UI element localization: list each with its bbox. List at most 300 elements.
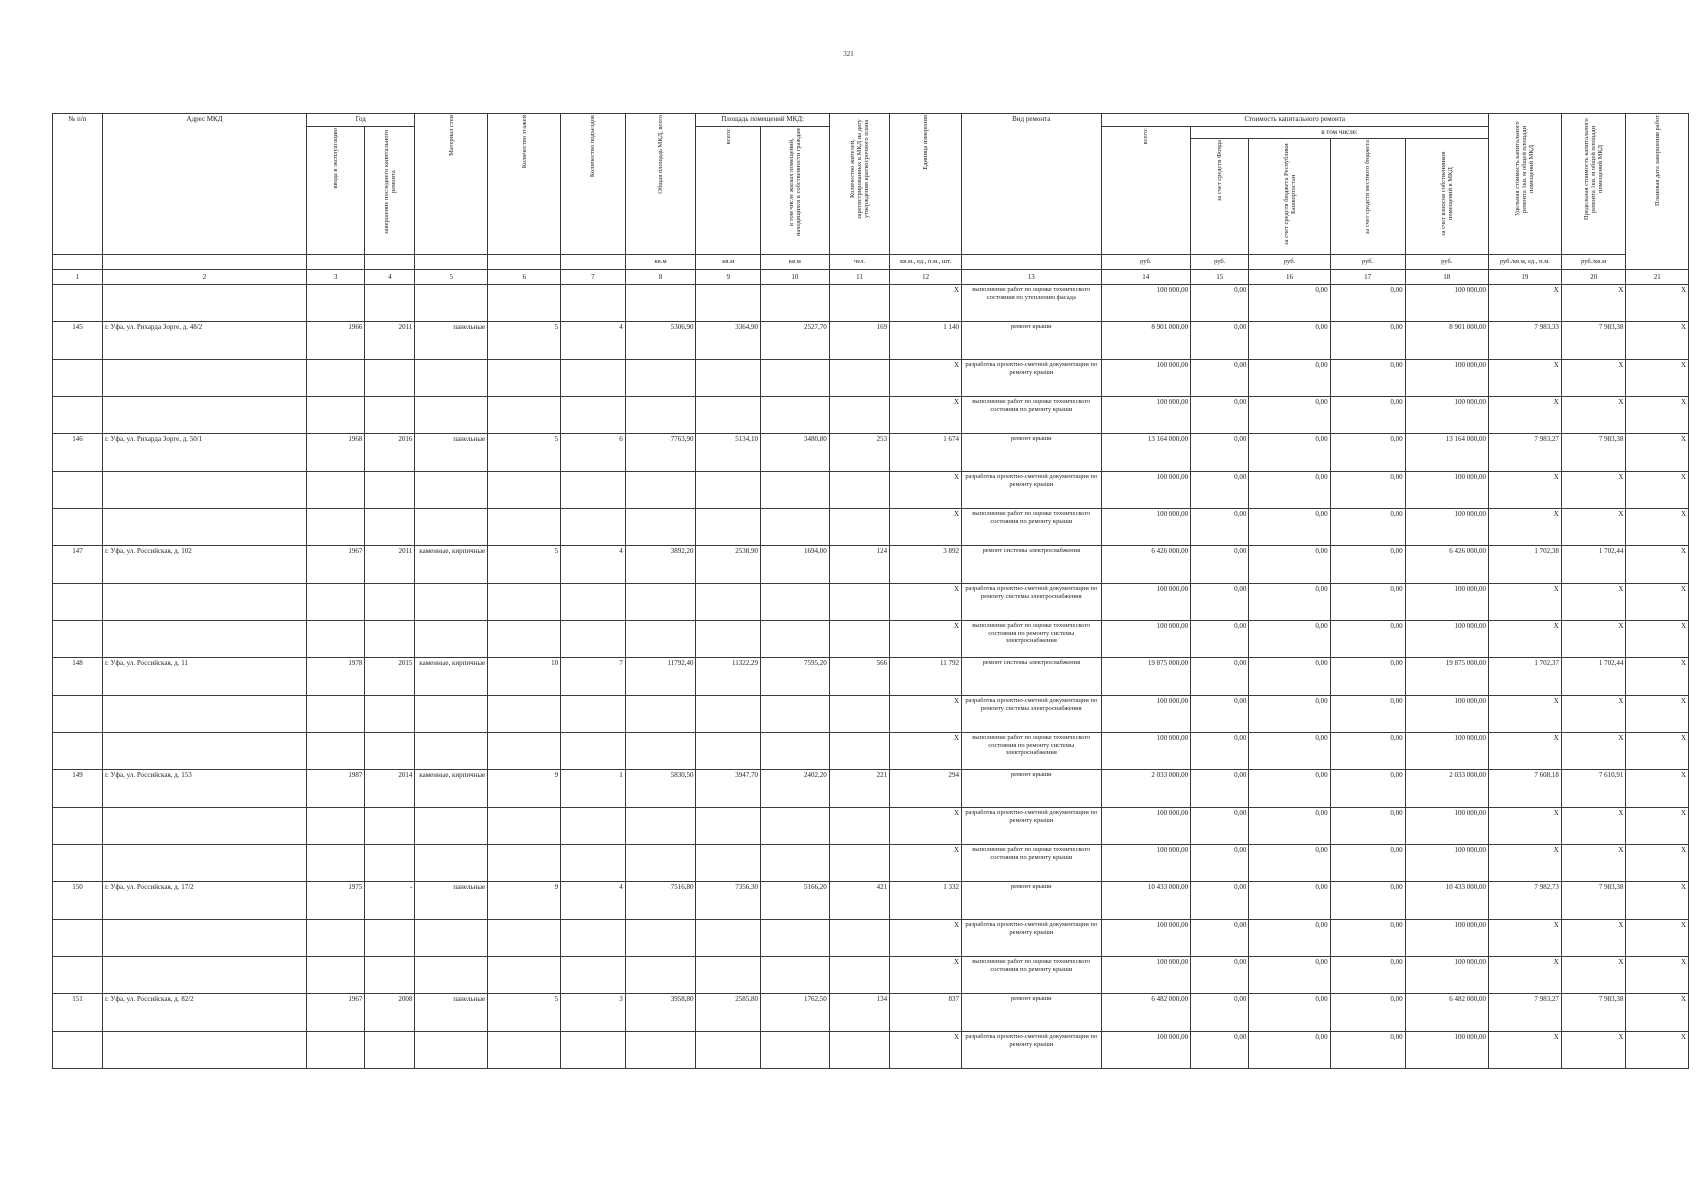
work-type-cell: ремонт крыши xyxy=(962,770,1102,808)
volume-cell: X xyxy=(890,845,962,882)
volume-cell: X xyxy=(890,472,962,509)
year-repair-cell xyxy=(365,957,415,994)
wall-material-cell xyxy=(415,696,488,733)
cost-total-cell: 8 901 000,00 xyxy=(1101,322,1191,360)
column-number: 1 xyxy=(53,270,103,285)
max-cost-cell: 7 983,38 xyxy=(1561,882,1626,920)
cost-republic-cell: 0,00 xyxy=(1249,845,1330,882)
year-repair-cell: 2015 xyxy=(365,658,415,696)
cost-republic-cell: 0,00 xyxy=(1249,1032,1330,1069)
table-row xyxy=(53,546,1689,584)
unit-cost-cell: X xyxy=(1488,1032,1561,1069)
cost-fund-cell: 0,00 xyxy=(1191,882,1249,920)
volume-cell: 3 892 xyxy=(890,546,962,584)
year-repair-cell xyxy=(365,509,415,546)
cost-owners-cell: 6 482 000,00 xyxy=(1405,994,1488,1032)
header-unit: Единица измерения xyxy=(890,114,962,255)
column-number: 13 xyxy=(962,270,1102,285)
floors-cell: 9 xyxy=(488,770,561,808)
table-row xyxy=(53,733,1689,770)
header-planned-date: Плановая дата завершения работ xyxy=(1626,114,1689,270)
work-type-cell: выполнение работ по оценке технического состояния по ремонту системы электроснабжения xyxy=(962,733,1102,770)
volume-cell: 294 xyxy=(890,770,962,808)
year-repair-cell xyxy=(365,808,415,845)
unit-cell: кв.м xyxy=(625,255,696,270)
residents-cell xyxy=(829,509,889,546)
cost-local-cell: 0,00 xyxy=(1330,733,1405,770)
table-row xyxy=(53,472,1689,509)
planned-date-cell: X xyxy=(1626,658,1689,696)
work-type-cell: ремонт крыши xyxy=(962,882,1102,920)
floors-cell xyxy=(488,957,561,994)
wall-material-cell: каменные, кирпичные xyxy=(415,770,488,808)
planned-date-cell: X xyxy=(1626,434,1689,472)
residents-cell: 221 xyxy=(829,770,889,808)
year-commission-cell: 1967 xyxy=(307,546,365,584)
work-type-cell: разработка проектно-сметной документации по ремонту крыши xyxy=(962,808,1102,845)
column-number: 9 xyxy=(696,270,761,285)
total-area-cell: 7763,90 xyxy=(625,434,696,472)
cost-fund-cell: 0,00 xyxy=(1191,696,1249,733)
row-number xyxy=(53,584,103,621)
cost-fund-cell: 0,00 xyxy=(1191,658,1249,696)
cost-local-cell: 0,00 xyxy=(1330,397,1405,434)
max-cost-cell: 1 702,44 xyxy=(1561,658,1626,696)
volume-cell: 1 332 xyxy=(890,882,962,920)
cost-total-cell: 100 000,00 xyxy=(1101,509,1191,546)
premises-total-cell xyxy=(696,733,761,770)
max-cost-cell: X xyxy=(1561,808,1626,845)
floors-cell xyxy=(488,920,561,957)
cost-republic-cell: 0,00 xyxy=(1249,658,1330,696)
wall-material-cell: панельные xyxy=(415,434,488,472)
premises-owned-cell: 2527,70 xyxy=(761,322,830,360)
premises-owned-cell xyxy=(761,584,830,621)
year-repair-cell: 2016 xyxy=(365,434,415,472)
wall-material-cell xyxy=(415,285,488,322)
residents-cell xyxy=(829,360,889,397)
cost-total-cell: 19 875 000,00 xyxy=(1101,658,1191,696)
year-commission-cell: 1975 xyxy=(307,882,365,920)
cost-owners-cell: 100 000,00 xyxy=(1405,733,1488,770)
max-cost-cell: 7 983,38 xyxy=(1561,434,1626,472)
wall-material-cell: панельные xyxy=(415,322,488,360)
floors-cell: 10 xyxy=(488,658,561,696)
year-repair-cell: 2011 xyxy=(365,546,415,584)
premises-total-cell xyxy=(696,845,761,882)
column-number: 20 xyxy=(1561,270,1626,285)
table-row xyxy=(53,621,1689,658)
wall-material-cell xyxy=(415,621,488,658)
header-premises-owned: в том числе жилых помещений, находящихся в собственности граждан xyxy=(761,127,830,255)
cost-total-cell: 100 000,00 xyxy=(1101,621,1191,658)
floors-cell xyxy=(488,509,561,546)
premises-total-cell xyxy=(696,360,761,397)
cost-owners-cell: 2 033 000,00 xyxy=(1405,770,1488,808)
year-repair-cell xyxy=(365,360,415,397)
premises-owned-cell xyxy=(761,621,830,658)
premises-owned-cell xyxy=(761,733,830,770)
planned-date-cell: X xyxy=(1626,285,1689,322)
column-number: 14 xyxy=(1101,270,1191,285)
premises-total-cell: 2538,90 xyxy=(696,546,761,584)
table-row xyxy=(53,1032,1689,1069)
premises-owned-cell: 1694,00 xyxy=(761,546,830,584)
floors-cell xyxy=(488,397,561,434)
address-cell: г. Уфа, ул. Российская, д. 82/2 xyxy=(102,994,306,1032)
planned-date-cell: X xyxy=(1626,733,1689,770)
cost-local-cell: 0,00 xyxy=(1330,509,1405,546)
work-type-cell: ремонт системы электроснабжения xyxy=(962,658,1102,696)
planned-date-cell: X xyxy=(1626,1032,1689,1069)
work-type-cell: разработка проектно-сметной документации по ремонту крыши xyxy=(962,1032,1102,1069)
cost-republic-cell: 0,00 xyxy=(1249,920,1330,957)
table-row xyxy=(53,882,1689,920)
premises-owned-cell xyxy=(761,509,830,546)
unit-cell: руб. xyxy=(1191,255,1249,270)
premises-owned-cell xyxy=(761,397,830,434)
planned-date-cell: X xyxy=(1626,360,1689,397)
premises-owned-cell: 2402,20 xyxy=(761,770,830,808)
floors-cell xyxy=(488,733,561,770)
year-commission-cell xyxy=(307,1032,365,1069)
cost-republic-cell: 0,00 xyxy=(1249,509,1330,546)
table-row xyxy=(53,397,1689,434)
max-cost-cell: X xyxy=(1561,1032,1626,1069)
unit-cell: руб./кв.м, ед., п.м. xyxy=(1488,255,1561,270)
cost-total-cell: 100 000,00 xyxy=(1101,808,1191,845)
wall-material-cell: панельные xyxy=(415,994,488,1032)
cost-total-cell: 100 000,00 xyxy=(1101,733,1191,770)
total-area-cell xyxy=(625,285,696,322)
header-premises-total: всего: xyxy=(696,127,761,255)
residents-cell: 421 xyxy=(829,882,889,920)
cost-fund-cell: 0,00 xyxy=(1191,957,1249,994)
cost-owners-cell: 8 901 000,00 xyxy=(1405,322,1488,360)
premises-total-cell: 11322,29 xyxy=(696,658,761,696)
premises-total-cell: 7356,30 xyxy=(696,882,761,920)
unit-cell: кв.м., ед., п.м., шт. xyxy=(890,255,962,270)
year-commission-cell xyxy=(307,509,365,546)
cost-local-cell: 0,00 xyxy=(1330,546,1405,584)
planned-date-cell: X xyxy=(1626,584,1689,621)
planned-date-cell: X xyxy=(1626,546,1689,584)
year-commission-cell xyxy=(307,621,365,658)
premises-owned-cell xyxy=(761,360,830,397)
max-cost-cell: X xyxy=(1561,845,1626,882)
total-area-cell: 11792,40 xyxy=(625,658,696,696)
year-commission-cell xyxy=(307,360,365,397)
cost-local-cell: 0,00 xyxy=(1330,994,1405,1032)
units-row xyxy=(53,255,1689,270)
header-total-area: Общая площадь МКД, всего xyxy=(625,114,696,255)
cost-owners-cell: 10 433 000,00 xyxy=(1405,882,1488,920)
volume-cell: X xyxy=(890,957,962,994)
cost-fund-cell: 0,00 xyxy=(1191,397,1249,434)
year-repair-cell xyxy=(365,584,415,621)
entrances-cell xyxy=(561,957,626,994)
unit-cost-cell: 7 982,73 xyxy=(1488,882,1561,920)
row-number xyxy=(53,285,103,322)
cost-republic-cell: 0,00 xyxy=(1249,621,1330,658)
address-cell xyxy=(102,397,306,434)
residents-cell xyxy=(829,845,889,882)
planned-date-cell: X xyxy=(1626,696,1689,733)
volume-cell: X xyxy=(890,621,962,658)
year-commission-cell xyxy=(307,920,365,957)
year-repair-cell xyxy=(365,397,415,434)
total-area-cell xyxy=(625,920,696,957)
cost-republic-cell: 0,00 xyxy=(1249,322,1330,360)
planned-date-cell: X xyxy=(1626,509,1689,546)
premises-total-cell xyxy=(696,957,761,994)
premises-owned-cell xyxy=(761,845,830,882)
premises-total-cell xyxy=(696,285,761,322)
cost-owners-cell: 100 000,00 xyxy=(1405,957,1488,994)
column-number: 19 xyxy=(1488,270,1561,285)
cost-owners-cell: 6 426 000,00 xyxy=(1405,546,1488,584)
volume-cell: X xyxy=(890,285,962,322)
cost-fund-cell: 0,00 xyxy=(1191,322,1249,360)
planned-date-cell: X xyxy=(1626,472,1689,509)
total-area-cell xyxy=(625,845,696,882)
year-commission-cell xyxy=(307,733,365,770)
cost-fund-cell: 0,00 xyxy=(1191,770,1249,808)
cost-total-cell: 100 000,00 xyxy=(1101,397,1191,434)
premises-total-cell: 2585,80 xyxy=(696,994,761,1032)
entrances-cell: 1 xyxy=(561,770,626,808)
year-commission-cell: 1966 xyxy=(307,322,365,360)
floors-cell xyxy=(488,1032,561,1069)
total-area-cell xyxy=(625,360,696,397)
year-repair-cell xyxy=(365,920,415,957)
header-cost-total: всего: xyxy=(1101,127,1191,255)
unit-cost-cell: X xyxy=(1488,397,1561,434)
wall-material-cell xyxy=(415,845,488,882)
header-year-group: Год xyxy=(307,114,415,127)
year-repair-cell xyxy=(365,621,415,658)
header-year-commission: ввода в эксплуатацию xyxy=(307,127,365,255)
header-no: № п/п xyxy=(53,114,103,255)
column-number: 7 xyxy=(561,270,626,285)
max-cost-cell: 7 610,91 xyxy=(1561,770,1626,808)
cost-owners-cell: 100 000,00 xyxy=(1405,472,1488,509)
max-cost-cell: X xyxy=(1561,285,1626,322)
cost-owners-cell: 19 875 000,00 xyxy=(1405,658,1488,696)
header-cost-owners: за счет взносов собственников помещений в МКД xyxy=(1405,139,1488,255)
address-cell xyxy=(102,584,306,621)
address-cell xyxy=(102,957,306,994)
residents-cell xyxy=(829,397,889,434)
unit-cost-cell: X xyxy=(1488,509,1561,546)
residents-cell: 253 xyxy=(829,434,889,472)
residents-cell xyxy=(829,472,889,509)
table-row xyxy=(53,845,1689,882)
volume-cell: X xyxy=(890,696,962,733)
cost-owners-cell: 13 164 000,00 xyxy=(1405,434,1488,472)
row-number: 151 xyxy=(53,994,103,1032)
premises-owned-cell xyxy=(761,1032,830,1069)
volume-cell: X xyxy=(890,397,962,434)
wall-material-cell: каменные, кирпичные xyxy=(415,546,488,584)
residents-cell xyxy=(829,621,889,658)
table-row xyxy=(53,360,1689,397)
premises-owned-cell xyxy=(761,285,830,322)
column-number: 5 xyxy=(415,270,488,285)
header-floors: Количество этажей xyxy=(488,114,561,255)
address-cell xyxy=(102,472,306,509)
row-number: 148 xyxy=(53,658,103,696)
cost-total-cell: 100 000,00 xyxy=(1101,285,1191,322)
unit-cell: чел. xyxy=(829,255,889,270)
unit-cost-cell: X xyxy=(1488,285,1561,322)
total-area-cell xyxy=(625,696,696,733)
premises-owned-cell xyxy=(761,957,830,994)
premises-owned-cell: 1762,50 xyxy=(761,994,830,1032)
unit-cost-cell: 7 608,18 xyxy=(1488,770,1561,808)
wall-material-cell xyxy=(415,808,488,845)
cost-local-cell: 0,00 xyxy=(1330,360,1405,397)
unit-cost-cell: 7 983,27 xyxy=(1488,434,1561,472)
cost-fund-cell: 0,00 xyxy=(1191,434,1249,472)
floors-cell: 5 xyxy=(488,994,561,1032)
residents-cell: 566 xyxy=(829,658,889,696)
total-area-cell: 7516,80 xyxy=(625,882,696,920)
column-number: 12 xyxy=(890,270,962,285)
row-number xyxy=(53,845,103,882)
cost-total-cell: 100 000,00 xyxy=(1101,920,1191,957)
cost-local-cell: 0,00 xyxy=(1330,1032,1405,1069)
cost-fund-cell: 0,00 xyxy=(1191,920,1249,957)
cost-local-cell: 0,00 xyxy=(1330,285,1405,322)
header-unit-cost: Удельная стоимость капитального ремонта 1кв. м общей площади помещений МКД xyxy=(1488,114,1561,255)
address-cell: г. Уфа, ул. Российская, д. 102 xyxy=(102,546,306,584)
cost-local-cell: 0,00 xyxy=(1330,434,1405,472)
wall-material-cell xyxy=(415,1032,488,1069)
work-type-cell: ремонт системы электроснабжения xyxy=(962,546,1102,584)
residents-cell xyxy=(829,808,889,845)
row-number xyxy=(53,696,103,733)
wall-material-cell xyxy=(415,472,488,509)
floors-cell xyxy=(488,621,561,658)
year-commission-cell xyxy=(307,845,365,882)
total-area-cell: 3892,20 xyxy=(625,546,696,584)
column-number-row xyxy=(53,270,1689,285)
cost-local-cell: 0,00 xyxy=(1330,322,1405,360)
year-commission-cell xyxy=(307,584,365,621)
premises-total-cell xyxy=(696,808,761,845)
premises-total-cell xyxy=(696,584,761,621)
entrances-cell: 3 xyxy=(561,994,626,1032)
cost-total-cell: 6 426 000,00 xyxy=(1101,546,1191,584)
entrances-cell xyxy=(561,360,626,397)
table-row xyxy=(53,584,1689,621)
unit-cost-cell: X xyxy=(1488,472,1561,509)
table-row xyxy=(53,696,1689,733)
residents-cell xyxy=(829,584,889,621)
page-number: 321 xyxy=(843,50,854,58)
work-type-cell: разработка проектно-сметной документации по ремонту системы электроснабжения xyxy=(962,696,1102,733)
wall-material-cell xyxy=(415,957,488,994)
work-type-cell: ремонт крыши xyxy=(962,994,1102,1032)
cost-local-cell: 0,00 xyxy=(1330,920,1405,957)
row-number xyxy=(53,397,103,434)
max-cost-cell: X xyxy=(1561,733,1626,770)
address-cell xyxy=(102,845,306,882)
cost-republic-cell: 0,00 xyxy=(1249,770,1330,808)
year-repair-cell: - xyxy=(365,882,415,920)
unit-cost-cell: X xyxy=(1488,360,1561,397)
work-type-cell: выполнение работ по оценке технического состояния по ремонту крыши xyxy=(962,957,1102,994)
wall-material-cell xyxy=(415,509,488,546)
volume-cell: X xyxy=(890,733,962,770)
total-area-cell xyxy=(625,733,696,770)
planned-date-cell: X xyxy=(1626,770,1689,808)
unit-cost-cell: X xyxy=(1488,696,1561,733)
volume-cell: 1 140 xyxy=(890,322,962,360)
floors-cell: 5 xyxy=(488,322,561,360)
cost-total-cell: 6 482 000,00 xyxy=(1101,994,1191,1032)
cost-local-cell: 0,00 xyxy=(1330,845,1405,882)
cost-local-cell: 0,00 xyxy=(1330,696,1405,733)
entrances-cell xyxy=(561,621,626,658)
row-number xyxy=(53,957,103,994)
total-area-cell xyxy=(625,957,696,994)
entrances-cell xyxy=(561,1032,626,1069)
column-number: 16 xyxy=(1249,270,1330,285)
cost-total-cell: 100 000,00 xyxy=(1101,472,1191,509)
table-header xyxy=(53,114,1689,285)
max-cost-cell: 7 983,38 xyxy=(1561,994,1626,1032)
total-area-cell: 5306,90 xyxy=(625,322,696,360)
work-type-cell: выполнение работ по оценке технического состояния по ремонту системы электроснабжения xyxy=(962,621,1102,658)
volume-cell: X xyxy=(890,360,962,397)
entrances-cell: 4 xyxy=(561,882,626,920)
work-type-cell: выполнение работ по оценке технического состояния по ремонту крыши xyxy=(962,845,1102,882)
max-cost-cell: X xyxy=(1561,397,1626,434)
year-commission-cell xyxy=(307,696,365,733)
row-number xyxy=(53,509,103,546)
year-repair-cell xyxy=(365,285,415,322)
cost-total-cell: 100 000,00 xyxy=(1101,696,1191,733)
row-number: 145 xyxy=(53,322,103,360)
cost-owners-cell: 100 000,00 xyxy=(1405,285,1488,322)
address-cell: г. Уфа, ул. Российская, д. 153 xyxy=(102,770,306,808)
row-number xyxy=(53,733,103,770)
cost-fund-cell: 0,00 xyxy=(1191,621,1249,658)
cost-local-cell: 0,00 xyxy=(1330,808,1405,845)
cost-total-cell: 100 000,00 xyxy=(1101,360,1191,397)
premises-owned-cell: 5166,20 xyxy=(761,882,830,920)
table-row xyxy=(53,920,1689,957)
unit-cell: кв.м xyxy=(696,255,761,270)
header-residents: Количество жителей, зарегистрированных в МКД на дату утверждения краткосрочного плана xyxy=(829,114,889,255)
premises-total-cell xyxy=(696,472,761,509)
cost-fund-cell: 0,00 xyxy=(1191,584,1249,621)
floors-cell: 9 xyxy=(488,882,561,920)
row-number xyxy=(53,621,103,658)
max-cost-cell: X xyxy=(1561,621,1626,658)
total-area-cell xyxy=(625,621,696,658)
cost-owners-cell: 100 000,00 xyxy=(1405,621,1488,658)
total-area-cell xyxy=(625,509,696,546)
header-cost-fund: за счет средств Фонда xyxy=(1191,139,1249,255)
unit-cost-cell: 7 983,33 xyxy=(1488,322,1561,360)
cost-local-cell: 0,00 xyxy=(1330,882,1405,920)
total-area-cell xyxy=(625,472,696,509)
entrances-cell xyxy=(561,696,626,733)
row-number xyxy=(53,1032,103,1069)
